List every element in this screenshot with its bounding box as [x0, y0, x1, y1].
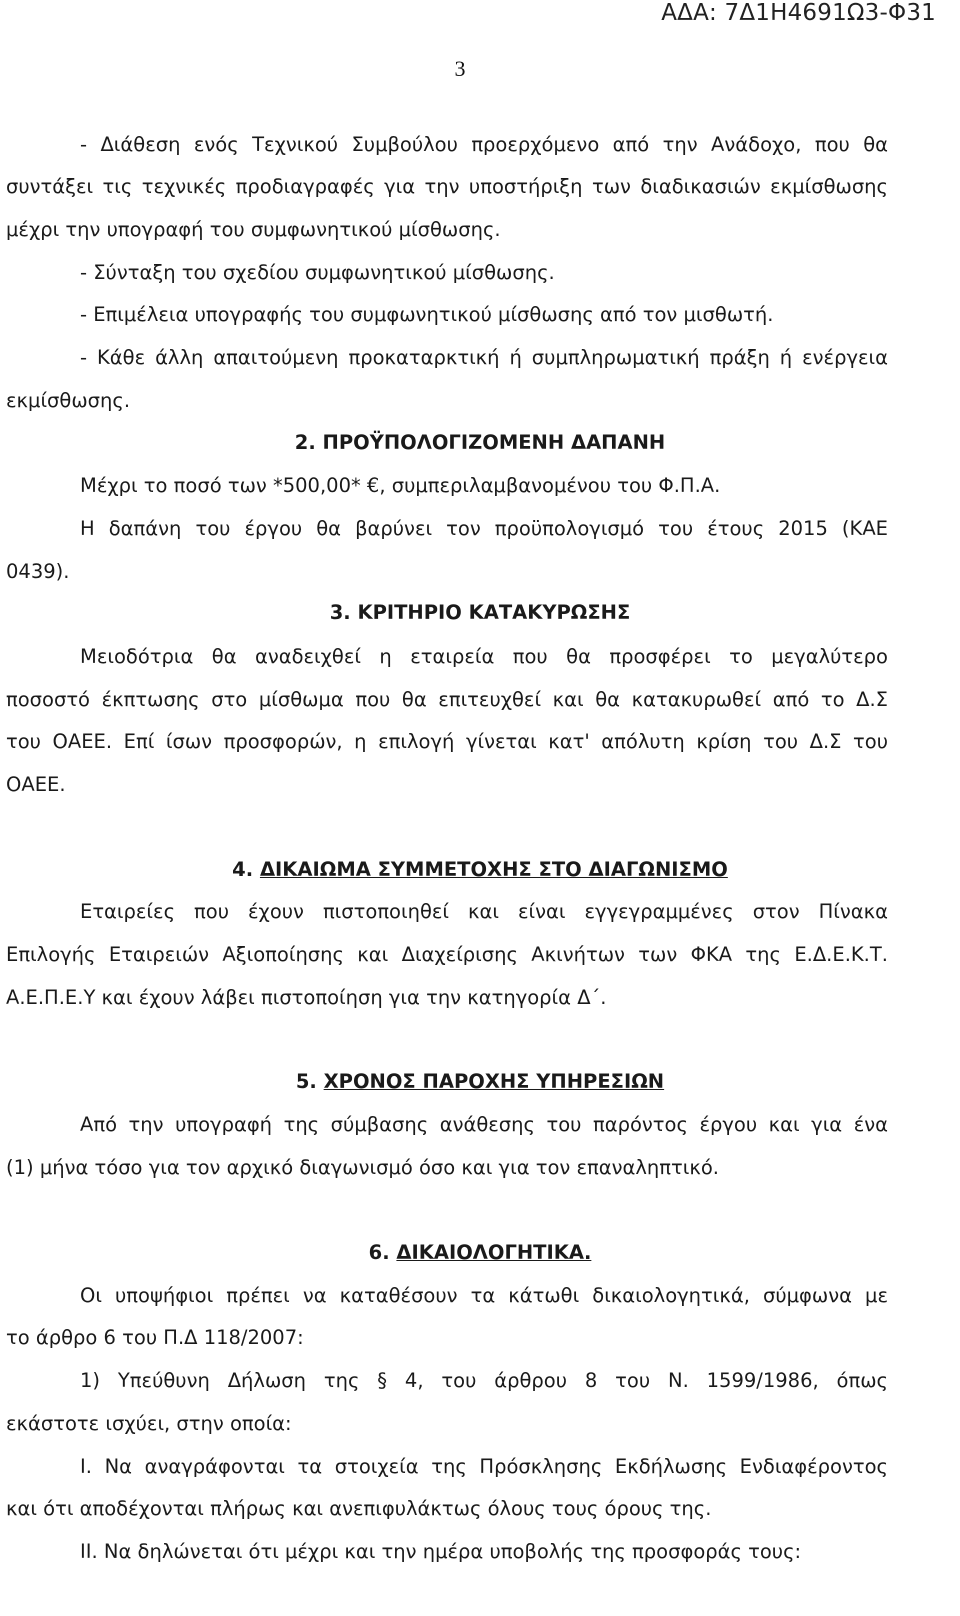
page-number: 3 — [454, 56, 466, 81]
ada-code: ΑΔΑ: 7Δ1Η4691Ω3-Φ31 — [661, 0, 936, 26]
